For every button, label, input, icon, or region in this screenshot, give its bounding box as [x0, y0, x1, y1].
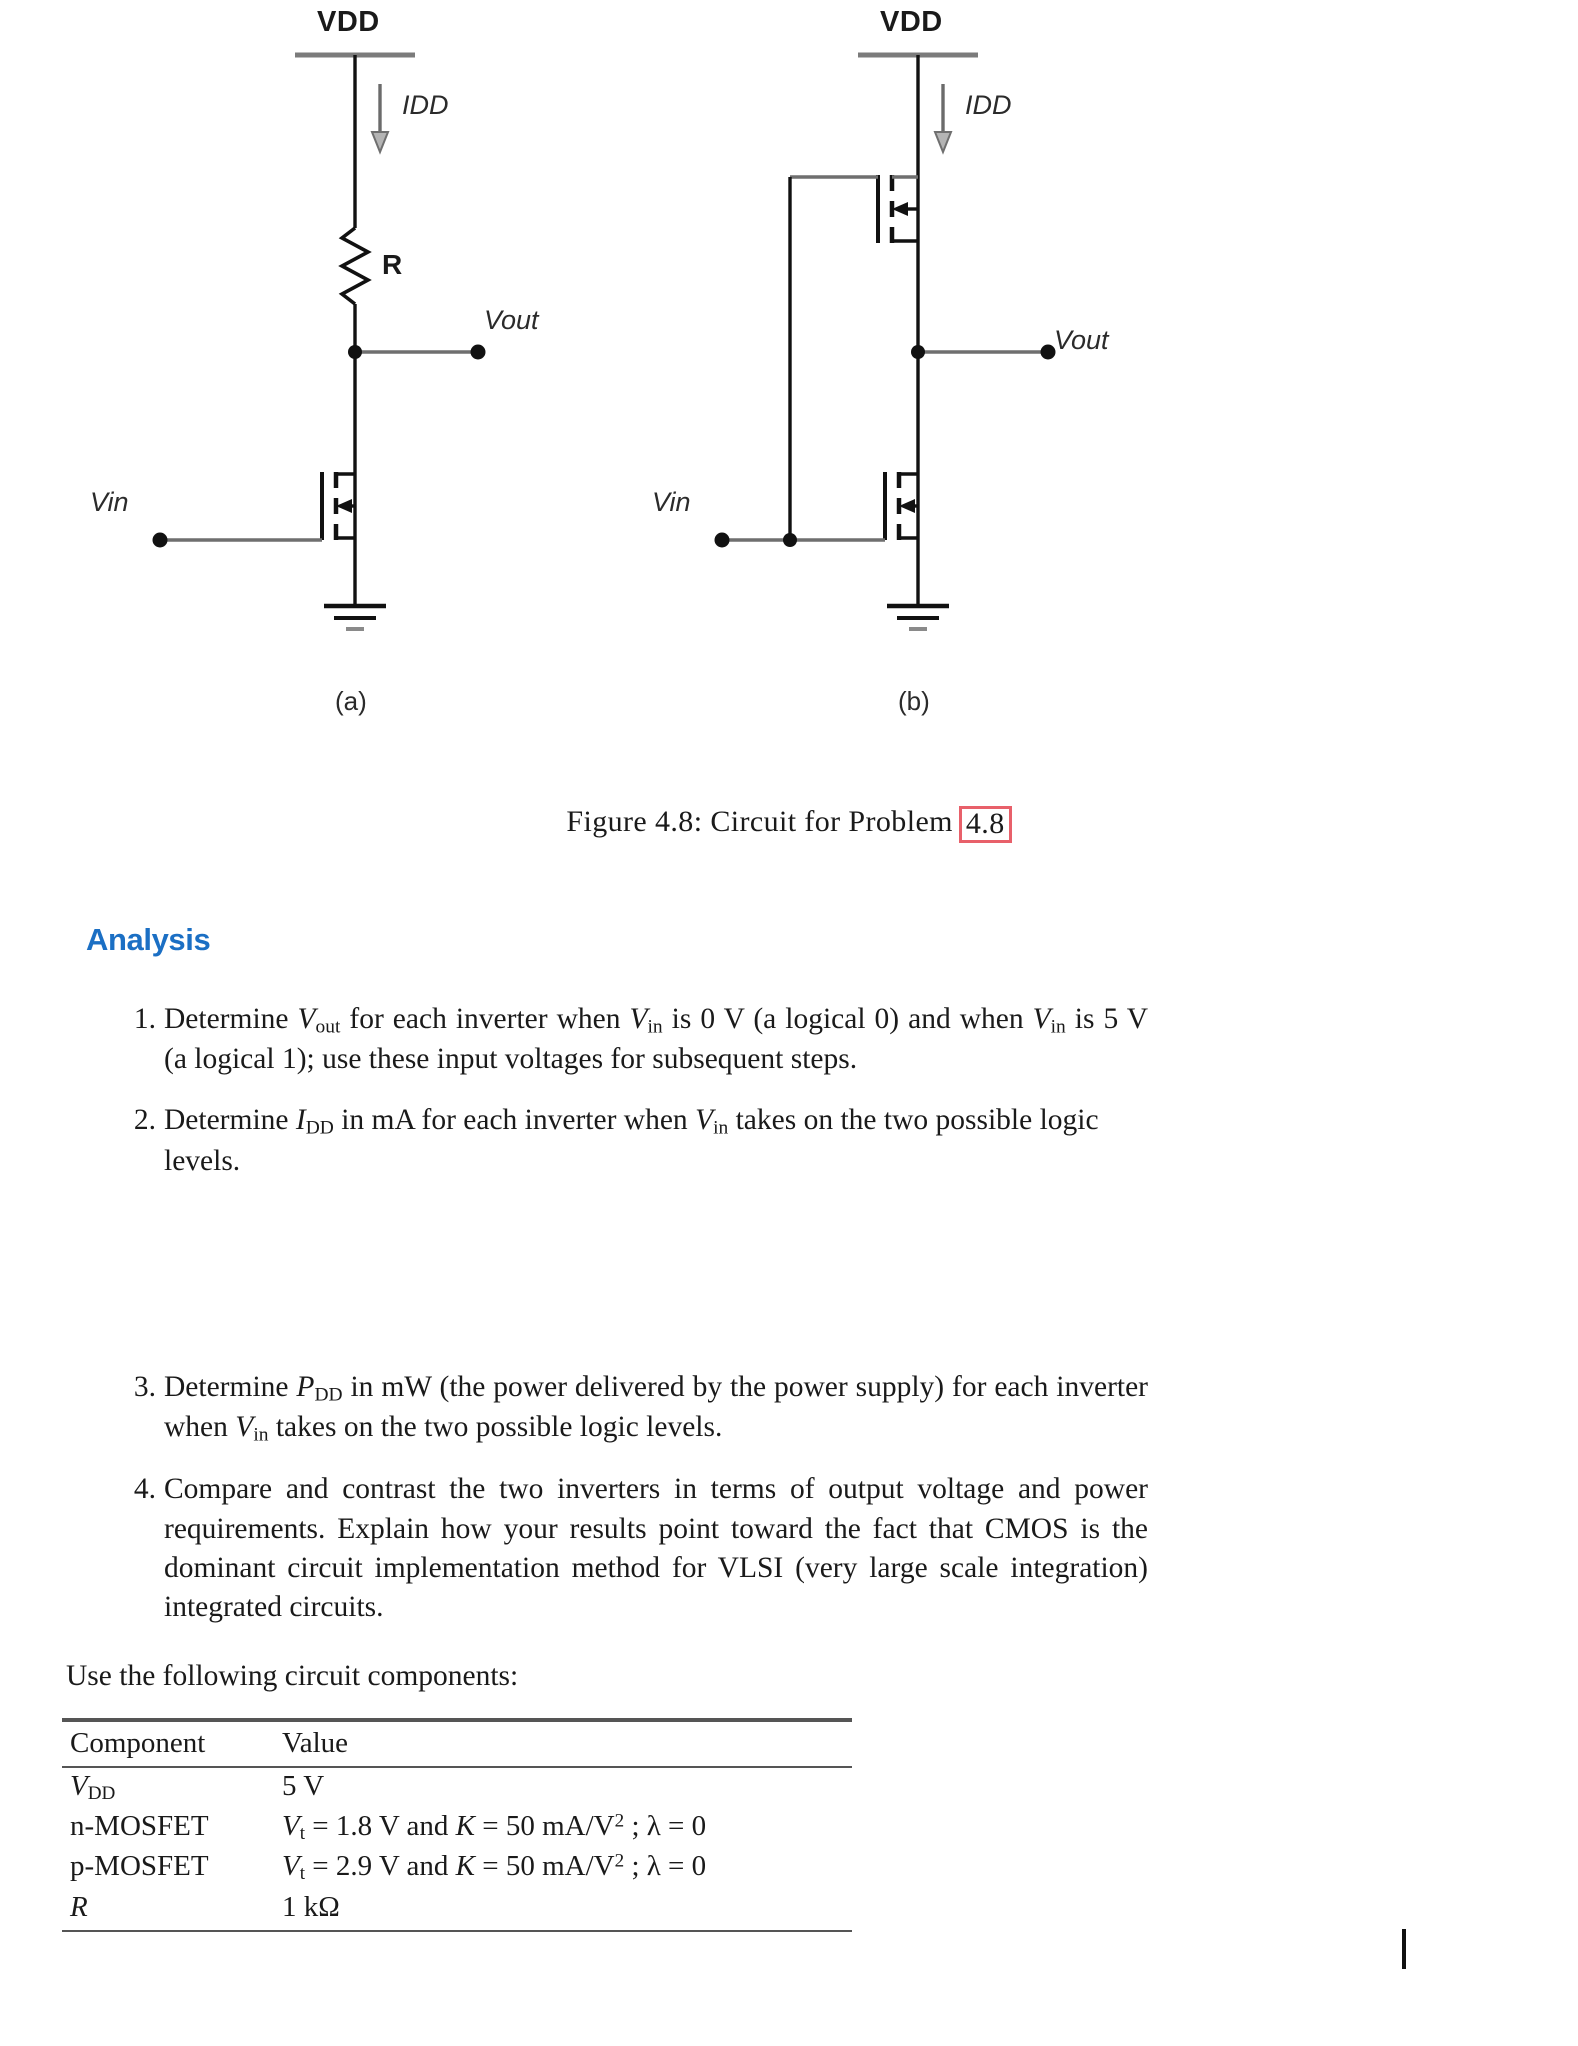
math-subscript: in — [253, 1424, 269, 1446]
resistor-label-a: R — [382, 249, 403, 280]
circuit-diagram-a — [30, 0, 670, 760]
vdd-label-a: VDD — [317, 6, 380, 38]
figure-caption — [0, 804, 1578, 841]
math-variable: K — [455, 1850, 476, 1883]
table-cell-component — [62, 1767, 274, 1808]
list-item-text — [164, 1104, 1099, 1176]
vout-label-a: Vout — [484, 305, 539, 335]
text-cursor-caret — [1402, 1929, 1406, 1969]
text-run: = 2.9 V and — [305, 1850, 456, 1883]
nmos-bulk-arrow-a — [336, 499, 352, 513]
math-subscript: t — [299, 1823, 306, 1845]
idd-arrow-head-a — [372, 132, 388, 152]
vout-label-b: Vout — [1054, 325, 1109, 355]
math-variable: R — [70, 1890, 88, 1923]
math-variable: V — [1032, 1003, 1051, 1035]
text-run: Determine — [164, 1003, 298, 1035]
components-table-body — [62, 1767, 852, 1931]
idd-arrow-head-b — [935, 132, 951, 152]
circuit-sublabel-a: (a) — [335, 686, 367, 716]
vin-terminal-dot-a — [153, 533, 168, 548]
figure-caption-text: Figure 4.8: Circuit for Problem — [566, 805, 953, 838]
text-run: takes on the two possible logic levels. — [268, 1411, 723, 1444]
math-subscript: out — [315, 1016, 341, 1038]
math-variable: V — [282, 1810, 300, 1843]
analysis-list-item — [118, 1470, 1148, 1627]
text-run: ; λ = 0 — [624, 1810, 707, 1843]
analysis-list-item — [118, 1101, 1148, 1180]
text-run: = 50 mA/V — [475, 1810, 615, 1843]
text-run: for each inverter when — [340, 1003, 630, 1035]
text-run: in mW (the power delivered by the power supply) for each inverter when — [164, 1371, 1149, 1444]
list-item-number: 1. — [133, 1003, 156, 1035]
circuit-a-svg — [30, 0, 670, 700]
text-run: = 1.8 V and — [305, 1810, 456, 1843]
math-subscript: DD — [314, 1384, 343, 1406]
vout-junction-dot-a — [348, 345, 362, 359]
vout-junction-dot-b — [911, 345, 925, 359]
table-header-row — [62, 1721, 852, 1767]
circuit-sublabel-b: (b) — [898, 686, 930, 716]
table-cell-component — [62, 1848, 274, 1888]
table-row — [62, 1767, 852, 1808]
text-run: is 5 V (a logical 1); use these input voltages for subsequent steps. — [164, 1003, 1149, 1076]
math-subscript: DD — [87, 1783, 116, 1805]
table-header-value: Value — [274, 1721, 852, 1767]
text-run: Determine — [164, 1371, 297, 1403]
table-cell-value — [274, 1848, 852, 1888]
analysis-heading: Analysis — [86, 922, 211, 957]
math-subscript: in — [647, 1016, 663, 1038]
table-cell-component — [62, 1808, 274, 1848]
math-variable: I — [295, 1104, 306, 1137]
figure-caption-highlight: 4.8 — [959, 806, 1012, 843]
components-intro: Use the following circuit components: — [66, 1660, 519, 1692]
text-run: n-MOSFET — [70, 1810, 209, 1843]
idd-label-b: IDD — [965, 90, 1012, 120]
list-item-number: 3. — [133, 1371, 156, 1403]
list-item-text — [164, 1473, 1148, 1623]
text-run: = 50 mA/V — [475, 1850, 615, 1883]
math-superscript: 2 — [614, 1810, 625, 1832]
pmos-bulk-arrow-b — [892, 202, 908, 216]
math-subscript: t — [299, 1863, 306, 1885]
math-variable: K — [455, 1810, 476, 1843]
vout-terminal-dot-a — [471, 345, 486, 360]
nmos-bulk-arrow-b — [899, 499, 915, 513]
math-variable: V — [629, 1003, 648, 1035]
resistor-symbol-a — [342, 228, 368, 304]
math-variable: V — [70, 1770, 88, 1802]
figure-circuits — [0, 0, 1578, 760]
math-subscript: in — [1050, 1016, 1066, 1038]
math-variable: V — [235, 1411, 254, 1444]
components-table — [62, 1718, 852, 1932]
text-run: 1 kΩ — [282, 1890, 340, 1923]
text-run: ; λ = 0 — [624, 1850, 707, 1883]
text-run: takes on the two possible logic levels. — [164, 1104, 1099, 1177]
text-run: p-MOSFET — [70, 1850, 209, 1883]
text-run: Determine — [164, 1104, 296, 1137]
vdd-label-b: VDD — [880, 6, 943, 38]
text-run: in mA for each inverter when — [333, 1104, 696, 1137]
table-row — [62, 1889, 852, 1931]
gate-junction-dot-b — [783, 533, 797, 547]
table-cell-value — [274, 1767, 852, 1808]
vin-label-a: Vin — [90, 487, 129, 517]
list-item-number: 4. — [133, 1473, 156, 1506]
analysis-list-item — [118, 1000, 1148, 1079]
table-cell-component — [62, 1889, 274, 1931]
math-subscript: in — [713, 1117, 729, 1139]
table-row — [62, 1848, 852, 1888]
table-row — [62, 1808, 852, 1848]
analysis-list-item — [118, 1368, 1148, 1448]
text-run: Compare and contrast the two inverters in terms of output voltage and power requirements. Explain how your results point toward the fact that CMOS is the dominant circuit implementation method for VLSI (very large scale integration) integrated circuits. — [164, 1473, 1148, 1624]
analysis-list-bottom — [118, 1368, 1148, 1649]
list-item-text — [164, 1003, 1148, 1075]
math-variable: V — [297, 1003, 316, 1035]
vin-terminal-dot-b — [715, 533, 730, 548]
list-item-number: 2. — [133, 1104, 156, 1137]
table-header-component: Component — [62, 1721, 274, 1767]
circuit-diagram-b — [600, 0, 1240, 760]
math-superscript: 2 — [614, 1850, 625, 1872]
idd-label-a: IDD — [402, 90, 449, 120]
components-table-head — [62, 1719, 852, 1767]
table-cell-value — [274, 1889, 852, 1931]
math-variable: P — [296, 1371, 315, 1403]
analysis-list-top — [118, 1000, 1148, 1203]
text-run: 5 V — [282, 1770, 325, 1802]
math-variable: V — [695, 1104, 714, 1137]
vin-label-b: Vin — [652, 487, 691, 517]
math-variable: V — [282, 1850, 300, 1883]
math-subscript: DD — [305, 1117, 334, 1139]
table-cell-value — [274, 1808, 852, 1848]
text-run: is 0 V (a logical 0) and when — [662, 1003, 1033, 1035]
list-item-text — [164, 1371, 1149, 1446]
circuit-b-svg — [600, 0, 1240, 700]
